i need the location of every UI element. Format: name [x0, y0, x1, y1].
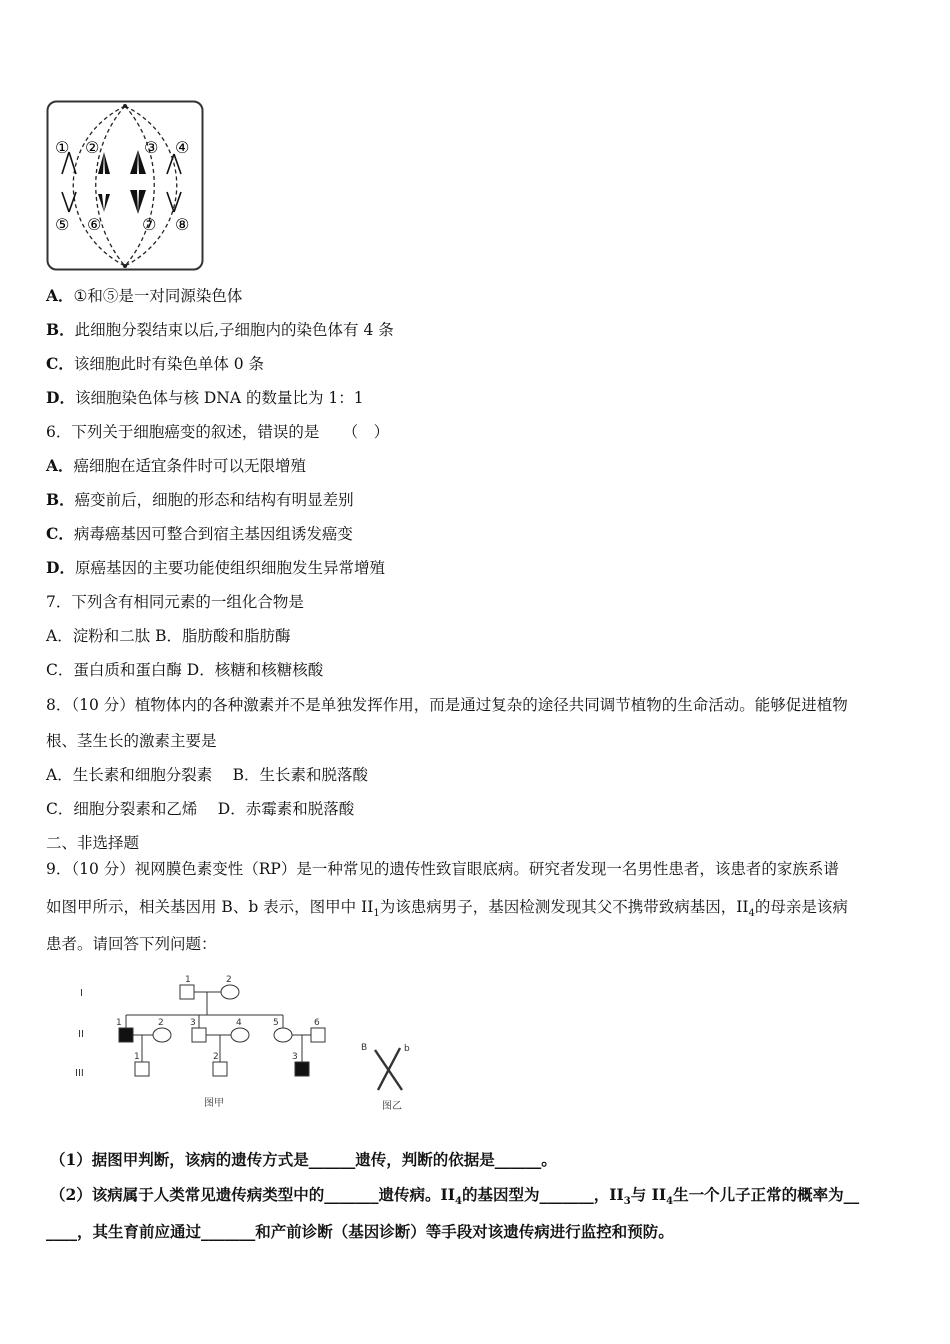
svg-text:b: b [404, 1044, 410, 1054]
q7-stem: 7．下列含有相同元素的一组化合物是 [46, 593, 304, 611]
caption-yi: 图乙 [382, 1101, 402, 1112]
gen-label-i: I [80, 988, 83, 999]
cell-label-2: ② [85, 138, 100, 157]
cell-label-6: ⑥ [87, 215, 102, 234]
svg-text:3: 3 [190, 1018, 196, 1028]
svg-text:1: 1 [116, 1018, 122, 1028]
q6-option-c: C．病毒癌基因可整合到宿主基因组诱发癌变 [46, 524, 353, 543]
svg-text:1: 1 [134, 1052, 140, 1062]
q8-stem-line1: 8．（10 分）植物体内的各种激素并不是单独发挥作用，而是通过复杂的途径共同调节植物的生命活动。能够促进植物 [46, 696, 848, 714]
q5-option-c: C．该细胞此时有染色单体 0 条 [46, 354, 265, 373]
svg-text:2: 2 [226, 975, 232, 985]
q5-option-d: D．该细胞染色体与核 DNA 的数量比为 1：1 [46, 388, 364, 407]
q6-option-d: D．原癌基因的主要功能使组织细胞发生异常增殖 [46, 558, 385, 577]
cell-label-1: ① [55, 138, 70, 157]
q6-stem: 6．下列关于细胞癌变的叙述，错误的是 （ ） [46, 423, 390, 441]
q8-options-line1: A．生长素和细胞分裂素 B．生长素和脱落酸 [46, 766, 369, 784]
q5-option-a: A．①和⑤是一对同源染色体 [46, 286, 243, 305]
q8-stem-line2: 根、茎生长的激素主要是 [46, 732, 217, 750]
q9-sub2-line2: ____，其生育前应通过_______和产前诊断（基因诊断）等手段对该遗传病进行监控和预防。 [46, 1222, 674, 1241]
cell-division-figure [46, 100, 204, 272]
cell-label-4: ④ [175, 138, 190, 157]
svg-text:5: 5 [273, 1018, 279, 1028]
q9-stem-line3: 患者。请回答下列问题： [46, 935, 217, 953]
q5-option-b: B．此细胞分裂结束以后,子细胞内的染色体有 4 条 [46, 320, 394, 339]
q7-options-line1: A．淀粉和二肽 B．脂肪酸和脂肪酶 [46, 627, 291, 645]
q9-stem-line2: 如图甲所示，相关基因用 B、b 表示，图甲中 $II_1$为该患病男子，基因检测发现其父不携带致病基因，$II_4$的母亲是该病 [46, 898, 848, 920]
cell-label-8: ⑧ [175, 215, 190, 234]
gen-label-ii: II [78, 1029, 84, 1040]
section-heading: 二、非选择题 [46, 834, 140, 852]
svg-text:1: 1 [185, 975, 191, 985]
q9-sub1: （1）据图甲判断，该病的遗传方式是______遗传，判断的依据是______。 [50, 1150, 557, 1169]
gen-label-iii: III [75, 1068, 84, 1079]
q6-option-b: B．癌变前后，细胞的形态和结构有明显差别 [46, 490, 354, 509]
q9-stem-line1: 9．（10 分）视网膜色素变性（RP）是一种常见的遗传性致盲眼底病。研究者发现一名男性患者，该患者的家族系谱 [46, 860, 839, 878]
cell-label-5: ⑤ [55, 215, 70, 234]
q6-option-a: A．癌细胞在适宜条件时可以无限增殖 [46, 456, 307, 475]
svg-text:2: 2 [158, 1018, 164, 1028]
svg-text:6: 6 [314, 1018, 320, 1028]
cell-label-7: ⑦ [142, 215, 157, 234]
q7-options-line2: C．蛋白质和蛋白酶 D．核糖和核糖核酸 [46, 661, 324, 679]
cell-label-3: ③ [144, 138, 159, 157]
svg-text:2: 2 [213, 1052, 219, 1062]
q9-sub2-line1: （2）该病属于人类常见遗传病类型中的_______遗传病。$II_4$的基因型为_______，$II_3$与 $II_4$生一个儿子正常的概率为__ [50, 1185, 860, 1208]
svg-text:4: 4 [236, 1018, 242, 1028]
caption-jia: 图甲 [204, 1098, 224, 1109]
svg-text:B: B [361, 1043, 368, 1053]
svg-text:3: 3 [292, 1052, 298, 1062]
q8-options-line2: C．细胞分裂素和乙烯 D．赤霉素和脱落酸 [46, 800, 355, 818]
pedigree-figure [70, 970, 430, 1120]
